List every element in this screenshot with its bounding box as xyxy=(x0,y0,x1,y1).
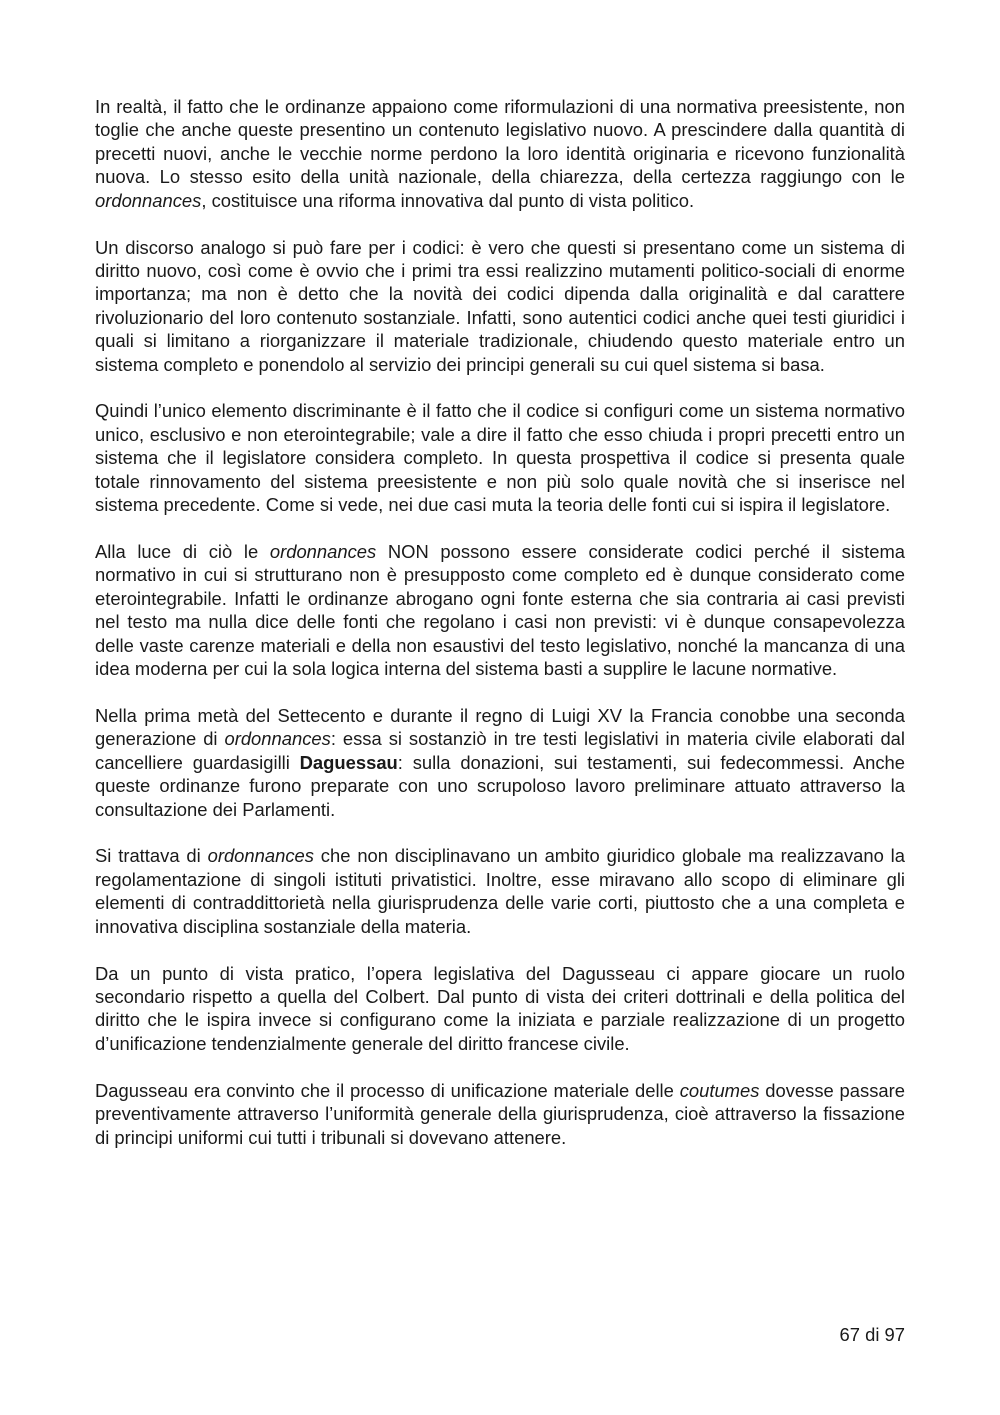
italic-term: ordonnances xyxy=(207,845,314,867)
italic-term: ordonnances xyxy=(95,189,202,211)
paragraph: Un discorso analogo si può fare per i codici: è vero che questi si presentano come un sistema di diritto nuovo, così come è ovvio che i primi tra essi realizzino mutamenti politico-sociali di enorme importanza; ma non è detto che la novità dei codici dipenda dalla originalità e dal carattere rivoluzionario del loro contenuto sostanziale. Infatti, sono autentici codici anche quei testi giuridici i quali si limitano a riorganizzare il materiale tradizionale, chiudendo questo materiale entro un sistema completo e ponendolo al servizio dei principi generali su cui quel sistema si basa. xyxy=(95,236,905,375)
page-body xyxy=(95,95,905,1172)
paragraph: Nella prima metà del Settecento e durante il regno di Luigi XV la Francia conobbe una seconda generazione di ordonnances: essa si sostanziò in tre testi legislativi in materia civile elaborati dal cancelliere guardasigilli Daguessau: sulla donazioni, sui testamenti, sui fedecommessi. Anche queste ordinanze furono preparate con uno scrupoloso lavoro preliminare attuato attraverso la consultazione dei Parlamenti. xyxy=(95,704,905,820)
paragraph: In realtà, il fatto che le ordinanze appaiono come riformulazioni di una normativa preesistente, non toglie che anche queste presentino un contenuto legislativo nuovo. A prescindere dalla quantità di precetti nuovi, anche le vecchie norme perdono la loro identità originaria e ricevono funzionalità nuova. Lo stesso esito della unità nazionale, della chiarezza, della certezza raggiungo con le ordonnances, costituisce una riforma innovativa dal punto di vista politico. xyxy=(95,96,905,211)
paragraph: Da un punto di vista pratico, l’opera legislativa del Dagusseau ci appare giocare un ruolo secondario rispetto a quella del Colbert. Dal punto di vista dei criteri dottrinali e della politica del diritto che le ispira invece si configurano come la iniziata e parziale realizzazione di un progetto d’unificazione tendenzialmente generale del diritto francese civile. xyxy=(95,962,905,1054)
paragraph: Quindi l’unico elemento discriminante è il fatto che il codice si configuri come un sistema normativo unico, esclusivo e non eterointegrabile; vale a dire il fatto che esso chiuda i propri precetti entro un sistema che il legislatore considera completo. In questa prospettiva il codice si presenta quale totale rinnovamento del sistema preesistente e non più solo quale novità che si inserisce nel sistema precedente. Come si vede, nei due casi muta la teoria delle fonti cui si ispira il legislatore. xyxy=(95,400,905,516)
italic-term: ordonnances xyxy=(224,728,331,750)
italic-term: coutumes xyxy=(679,1079,760,1101)
paragraph: Si trattava di ordonnances che non disciplinavano un ambito giuridico globale ma realizzavano la regolamentazione di singoli istituti privatistici. Inoltre, esse miravano allo scopo di eliminare gli elementi di contraddittorietà nella giurisprudenza delle varie corti, piuttosto che a una completa e innovativa disciplina sostanziale della materia. xyxy=(95,845,905,937)
italic-term: ordonnances xyxy=(269,541,377,562)
bold-term: Daguessau xyxy=(299,751,398,773)
page-number: 67 di 97 xyxy=(839,1324,905,1345)
paragraph: Dagusseau era convinto che il processo di unificazione materiale delle coutumes dovesse passare preventivamente attraverso l’uniformità generale della giurisprudenza, cioè attraverso la fissazione di principi uniformi cui tutti i tribunali si dovevano attenere. xyxy=(95,1079,905,1148)
paragraph: Alla luce di ciò le ordonnances NON possono essere considerate codici perché il sistema normativo in cui si strutturano non è presupposto come completo ed è dunque considerato come eterointegrabile. Infatti le ordinanze abrogano ogni fonte esterna che sia contraria ai casi previsti nel testo ma nulla dice delle fonti che regolano i casi non previsti: vi è dunque consapevolezza delle vaste carenze materiali e della non esaustivi del testo legislativo, nonché la mancanza di una idea moderna per cui la sola logica interna del sistema basti a supplire le lacune normative. xyxy=(95,541,905,680)
